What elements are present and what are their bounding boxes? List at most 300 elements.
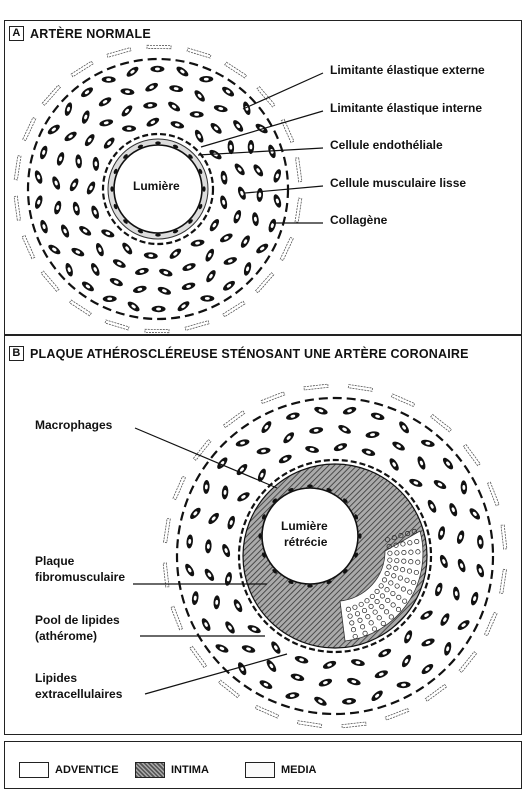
panel-b-title: PLAQUE ATHÉROSCLÉREUSE STÉNOSANT UNE ARTÈRE CORONAIRE bbox=[30, 346, 469, 361]
smooth-muscle-cell bbox=[305, 445, 320, 454]
smooth-muscle-cell bbox=[246, 623, 261, 634]
smooth-muscle-cell bbox=[181, 281, 196, 291]
smooth-muscle-cell bbox=[265, 658, 278, 673]
legend-swatch-adventice bbox=[19, 762, 49, 778]
smooth-muscle-cell bbox=[260, 420, 274, 435]
smooth-muscle-cell bbox=[233, 162, 247, 177]
smooth-muscle-cell bbox=[468, 507, 482, 522]
smooth-muscle-cell bbox=[125, 65, 140, 79]
collagen-fiber bbox=[23, 118, 36, 141]
smooth-muscle-cell bbox=[213, 104, 228, 113]
smooth-muscle-cell-nucleus bbox=[156, 308, 161, 311]
endothelial-cell bbox=[307, 484, 313, 487]
collagen-fiber bbox=[431, 414, 452, 431]
smooth-muscle-cell bbox=[193, 89, 207, 104]
collagen-fiber bbox=[219, 680, 240, 697]
collagen-fiber bbox=[69, 300, 91, 316]
collagen-fiber bbox=[173, 476, 186, 499]
collagen-fiber-fiber bbox=[256, 273, 274, 293]
smooth-muscle-cell bbox=[361, 447, 376, 457]
smooth-muscle-cell bbox=[242, 261, 252, 276]
smooth-muscle-cell bbox=[126, 300, 141, 314]
smooth-muscle-cell bbox=[309, 426, 324, 434]
narrowed-lumen-label-2: rétrécie bbox=[284, 535, 328, 549]
leader-line bbox=[135, 428, 277, 488]
smooth-muscle-cell bbox=[365, 431, 380, 439]
smooth-muscle-cell bbox=[102, 136, 116, 151]
label-lipid-pool-1: Pool de lipides bbox=[35, 613, 120, 627]
label-endothelial-cell: Cellule endothéliale bbox=[330, 138, 443, 152]
legend-swatch-media bbox=[245, 762, 275, 778]
smooth-muscle-cell bbox=[437, 526, 446, 541]
collagen-fiber bbox=[171, 606, 183, 630]
smooth-muscle-cell bbox=[208, 218, 221, 233]
collagen-fiber bbox=[487, 482, 499, 506]
label-external-elastic: Limitante élastique externe bbox=[330, 63, 485, 77]
collagen-fiber-fiber bbox=[185, 321, 209, 331]
smooth-muscle-cell bbox=[204, 247, 216, 262]
smooth-muscle-cell bbox=[221, 485, 229, 500]
collagen-fiber-fiber bbox=[255, 706, 278, 719]
collagen-fiber bbox=[190, 646, 207, 667]
legend-swatch-intima bbox=[135, 762, 165, 778]
label-collagen: Collagène bbox=[330, 213, 388, 227]
smooth-muscle-cell bbox=[426, 499, 438, 514]
collagen-fiber bbox=[500, 569, 507, 593]
smooth-muscle-cell bbox=[219, 195, 229, 210]
smooth-muscle-cell bbox=[150, 66, 164, 72]
label-macrophages: Macrophages bbox=[35, 418, 113, 432]
smooth-muscle-cell bbox=[188, 506, 202, 521]
smooth-muscle-cell bbox=[122, 125, 136, 132]
smooth-muscle-cell bbox=[236, 661, 248, 676]
smooth-muscle-cell bbox=[374, 669, 389, 680]
smooth-muscle-cell bbox=[370, 689, 385, 703]
smooth-muscle-cell bbox=[333, 442, 348, 453]
smooth-muscle-cell bbox=[420, 438, 435, 448]
collagen-fiber bbox=[295, 158, 301, 182]
smooth-muscle-cell bbox=[285, 691, 300, 699]
collagen-fiber-fiber bbox=[342, 722, 366, 728]
collagen-fiber-fiber bbox=[257, 87, 275, 107]
smooth-muscle-cell bbox=[112, 258, 127, 270]
smooth-muscle-cell bbox=[236, 490, 251, 503]
smooth-muscle-cell bbox=[227, 140, 235, 154]
collagen-fiber-fiber bbox=[485, 612, 498, 635]
collagen-fiber bbox=[187, 48, 211, 58]
smooth-muscle-cell bbox=[120, 241, 134, 256]
collagen-fiber bbox=[342, 722, 366, 728]
smooth-muscle-cell bbox=[419, 609, 434, 622]
collagen-fiber bbox=[297, 721, 321, 728]
collagen-fiber-fiber bbox=[219, 680, 240, 697]
smooth-muscle-cell bbox=[90, 205, 101, 220]
plaque-artery-diagram bbox=[5, 336, 523, 736]
collagen-fiber-fiber bbox=[23, 118, 36, 141]
smooth-muscle-cell bbox=[214, 642, 229, 654]
legend bbox=[4, 741, 522, 789]
smooth-muscle-cell bbox=[99, 118, 114, 127]
smooth-muscle-cell bbox=[190, 239, 205, 248]
smooth-muscle-cell bbox=[391, 440, 406, 453]
label-extracellular-lipids-1: Lipides bbox=[35, 671, 78, 685]
leader-line bbox=[198, 148, 323, 155]
smooth-muscle-cell bbox=[256, 188, 263, 202]
smooth-muscle-cell bbox=[39, 145, 49, 160]
smooth-muscle-cell bbox=[143, 102, 158, 110]
collagen-fiber-fiber bbox=[487, 482, 499, 506]
panel-normal-artery bbox=[4, 20, 522, 335]
smooth-muscle-cell bbox=[235, 438, 250, 448]
endothelial-cell bbox=[307, 584, 313, 587]
smooth-muscle-cell bbox=[109, 276, 124, 288]
smooth-muscle-cell bbox=[83, 133, 96, 148]
smooth-muscle-cell bbox=[408, 477, 423, 488]
smooth-muscle-cell bbox=[313, 405, 328, 416]
smooth-muscle-cell bbox=[434, 582, 444, 597]
smooth-muscle-cell bbox=[432, 478, 447, 491]
smooth-muscle-cell bbox=[252, 163, 265, 178]
collagen-fiber-fiber bbox=[22, 235, 35, 258]
endothelial-cell bbox=[110, 186, 113, 192]
smooth-muscle-cell bbox=[170, 120, 185, 130]
collagen-fiber bbox=[280, 237, 293, 260]
smooth-muscle-cell bbox=[456, 618, 471, 632]
smooth-muscle-cell bbox=[167, 100, 182, 113]
collagen-fiber bbox=[147, 45, 171, 48]
collagen-fiber-fiber bbox=[105, 320, 129, 330]
collagen-fiber bbox=[385, 708, 409, 720]
smooth-muscle-cell bbox=[55, 151, 65, 166]
smooth-muscle-cell bbox=[476, 535, 484, 550]
collagen-fiber-fiber bbox=[41, 271, 59, 291]
legend-label-adventice: ADVENTICE bbox=[55, 764, 119, 776]
smooth-muscle-cell bbox=[346, 677, 361, 687]
smooth-muscle-cell bbox=[322, 659, 337, 670]
collagen-fiber bbox=[14, 196, 20, 220]
smooth-muscle-cell bbox=[456, 530, 466, 545]
smooth-muscle-cell bbox=[176, 299, 191, 313]
smooth-muscle-cell bbox=[85, 180, 97, 195]
smooth-muscle-cell bbox=[100, 228, 115, 239]
collagen-fiber-fiber bbox=[304, 384, 328, 390]
collagen-fiber-fiber bbox=[164, 518, 171, 542]
smooth-muscle-cell bbox=[282, 430, 296, 445]
smooth-muscle-cell bbox=[460, 480, 467, 494]
smooth-muscle-cell bbox=[278, 453, 293, 465]
collagen-fiber bbox=[107, 48, 131, 58]
smooth-muscle-cell bbox=[370, 411, 385, 421]
collagen-fiber bbox=[256, 273, 274, 293]
smooth-muscle-cell bbox=[190, 111, 204, 118]
smooth-muscle-cell bbox=[200, 295, 214, 302]
collagen-fiber bbox=[223, 411, 244, 428]
smooth-muscle-cell bbox=[33, 194, 44, 209]
collagen-fiber bbox=[42, 85, 60, 105]
smooth-muscle-cell bbox=[94, 242, 105, 257]
smooth-muscle-cell bbox=[168, 247, 183, 261]
legend-label-media: MEDIA bbox=[281, 764, 317, 776]
smooth-muscle-cell bbox=[213, 595, 220, 609]
smooth-muscle-cell bbox=[219, 232, 234, 244]
smooth-muscle-cell bbox=[80, 109, 91, 124]
smooth-muscle-cell bbox=[63, 130, 78, 143]
legend-adventice bbox=[19, 762, 119, 778]
collagen-fiber-fiber bbox=[425, 684, 446, 701]
collagen-fiber-fiber bbox=[385, 708, 409, 720]
smooth-muscle-cell bbox=[452, 586, 460, 601]
collagen-fiber bbox=[22, 235, 35, 258]
smooth-muscle-cell bbox=[158, 267, 173, 278]
legend-label-intima: INTIMA bbox=[171, 764, 209, 776]
smooth-muscle-cell bbox=[231, 118, 245, 133]
smooth-muscle-cell bbox=[120, 88, 135, 96]
label-smooth-muscle-cell: Cellule musculaire lisse bbox=[330, 176, 467, 190]
smooth-muscle-cell bbox=[397, 420, 411, 435]
smooth-muscle-cell bbox=[68, 177, 80, 192]
smooth-muscle-cell bbox=[439, 612, 452, 627]
collagen-fiber bbox=[145, 329, 169, 332]
smooth-muscle-cell bbox=[396, 681, 410, 688]
collagen-fiber-fiber bbox=[223, 301, 245, 317]
smooth-muscle-cell bbox=[448, 502, 459, 517]
collagen-fiber-fiber bbox=[42, 85, 60, 105]
collagen-fiber bbox=[185, 321, 209, 331]
smooth-muscle-cell bbox=[255, 242, 270, 255]
smooth-muscle-cell bbox=[75, 154, 83, 169]
smooth-muscle-cell bbox=[313, 695, 328, 708]
smooth-muscle-cell bbox=[223, 256, 238, 267]
smooth-muscle-cell bbox=[144, 252, 159, 260]
smooth-muscle-cell bbox=[269, 640, 282, 655]
legend-media bbox=[245, 762, 316, 778]
label-internal-elastic: Limitante élastique interne bbox=[330, 101, 483, 115]
smooth-muscle-cell bbox=[256, 447, 271, 456]
legend-intima bbox=[135, 762, 209, 778]
collagen-fiber-fiber bbox=[173, 476, 186, 499]
collagen-fiber-fiber bbox=[431, 414, 452, 431]
collagen-fiber-fiber bbox=[501, 525, 507, 549]
narrowed-lumen-label-1: Lumière bbox=[281, 519, 328, 533]
collagen-fiber bbox=[193, 440, 210, 461]
smooth-muscle-cell bbox=[175, 65, 190, 79]
smooth-muscle-cell bbox=[103, 296, 117, 303]
endothelial-cell bbox=[258, 533, 261, 539]
smooth-muscle-cell bbox=[220, 170, 229, 185]
collagen-fiber bbox=[255, 706, 278, 719]
smooth-muscle-cell bbox=[209, 121, 224, 135]
smooth-muscle-cell bbox=[193, 128, 205, 143]
smooth-muscle-cell bbox=[97, 95, 112, 108]
smooth-muscle-cell bbox=[144, 81, 159, 93]
collagen-fiber bbox=[164, 518, 171, 542]
smooth-muscle-cell bbox=[200, 617, 212, 632]
smooth-muscle-cell bbox=[92, 157, 99, 171]
smooth-muscle-cell bbox=[47, 243, 62, 256]
collagen-fiber-fiber bbox=[261, 392, 285, 404]
smooth-muscle-cell bbox=[72, 201, 81, 216]
smooth-muscle-cell bbox=[402, 629, 413, 644]
collagen-fiber bbox=[295, 198, 302, 222]
collagen-fiber-fiber bbox=[223, 411, 244, 428]
smooth-muscle-cell bbox=[186, 534, 194, 549]
collagen-fiber-fiber bbox=[459, 652, 476, 673]
collagen-fiber-fiber bbox=[187, 48, 211, 58]
smooth-muscle-cell bbox=[39, 219, 49, 234]
collagen-fiber bbox=[225, 62, 247, 78]
collagen-fiber-fiber bbox=[71, 61, 93, 77]
smooth-muscle-cell bbox=[221, 85, 236, 98]
panel-atherosclerotic-plaque bbox=[4, 335, 522, 735]
collagen-fiber bbox=[223, 301, 245, 317]
collagen-fiber bbox=[14, 156, 21, 180]
smooth-muscle-cell bbox=[120, 104, 134, 119]
smooth-muscle-cell bbox=[272, 193, 283, 208]
collagen-fiber bbox=[485, 612, 498, 635]
smooth-muscle-cell bbox=[203, 480, 210, 494]
smooth-muscle-cell bbox=[294, 655, 309, 665]
smooth-muscle-cell bbox=[420, 662, 435, 676]
collagen-fiber-fiber bbox=[500, 569, 507, 593]
smooth-muscle-cell bbox=[285, 411, 300, 421]
collagen-fiber-fiber bbox=[391, 394, 414, 407]
smooth-muscle-cell bbox=[241, 644, 256, 654]
smooth-muscle-cell bbox=[152, 306, 166, 312]
smooth-muscle-cell bbox=[80, 280, 95, 293]
smooth-muscle-cell bbox=[134, 267, 149, 277]
smooth-muscle-cell bbox=[443, 641, 453, 656]
smooth-muscle-cell bbox=[157, 285, 172, 296]
smooth-muscle-cell bbox=[46, 123, 61, 136]
collagen-fiber bbox=[261, 392, 285, 404]
leader-line bbox=[245, 186, 323, 193]
smooth-muscle-cell-nucleus bbox=[155, 68, 160, 71]
smooth-muscle-cell bbox=[204, 269, 217, 284]
smooth-muscle-cell bbox=[33, 169, 44, 184]
smooth-muscle-cell bbox=[226, 515, 236, 530]
smooth-muscle-cell bbox=[441, 456, 455, 471]
smooth-muscle-cell bbox=[102, 76, 116, 83]
smooth-muscle-cell bbox=[258, 679, 273, 691]
smooth-muscle-cell bbox=[337, 423, 352, 435]
smooth-muscle-cell bbox=[456, 558, 467, 573]
collagen-fiber-fiber bbox=[69, 300, 91, 316]
smooth-muscle-cell bbox=[318, 677, 333, 688]
smooth-muscle-cell bbox=[79, 86, 94, 99]
smooth-muscle-cell bbox=[470, 591, 480, 606]
leader-line bbox=[243, 73, 323, 109]
smooth-muscle-cell bbox=[199, 76, 213, 83]
smooth-muscle-cell bbox=[342, 405, 357, 416]
endothelial-cell bbox=[155, 233, 161, 236]
smooth-muscle-cell bbox=[400, 653, 413, 668]
collagen-fiber bbox=[348, 385, 372, 392]
smooth-muscle-cell bbox=[145, 116, 160, 128]
smooth-muscle-cell bbox=[207, 511, 221, 526]
collagen-fiber bbox=[391, 394, 414, 407]
lumen-label: Lumière bbox=[133, 179, 180, 193]
collagen-fiber-fiber bbox=[14, 196, 20, 220]
collagen-fiber bbox=[459, 652, 476, 673]
smooth-muscle-cell bbox=[223, 620, 236, 635]
panel-a-letter: A bbox=[9, 26, 24, 41]
smooth-muscle-cell bbox=[191, 591, 199, 606]
smooth-muscle-cell bbox=[51, 175, 62, 190]
endothelial-cell bbox=[358, 533, 361, 539]
smooth-muscle-cell bbox=[290, 672, 305, 682]
panel-b-letter: B bbox=[9, 346, 24, 361]
collagen-fiber-fiber bbox=[295, 158, 301, 182]
smooth-muscle-cell bbox=[53, 200, 63, 215]
smooth-muscle-cell bbox=[221, 543, 232, 558]
smooth-muscle-cell bbox=[388, 457, 401, 472]
smooth-muscle-cell bbox=[232, 209, 243, 224]
collagen-fiber-fiber bbox=[348, 385, 372, 392]
smooth-muscle-cell bbox=[267, 218, 277, 233]
smooth-muscle-cell bbox=[183, 562, 196, 577]
smooth-muscle-cell bbox=[350, 658, 365, 667]
smooth-muscle-cell bbox=[377, 647, 392, 659]
smooth-muscle-cell bbox=[205, 539, 212, 553]
collagen-fiber bbox=[425, 684, 446, 701]
smooth-muscle-cell bbox=[239, 234, 252, 249]
collagen-fiber-fiber bbox=[193, 440, 210, 461]
smooth-muscle-cell bbox=[438, 554, 449, 569]
label-extracellular-lipids-2: extracellulaires bbox=[35, 687, 123, 701]
collagen-fiber bbox=[304, 384, 328, 390]
smooth-muscle-cell bbox=[59, 223, 71, 238]
collagen-fiber bbox=[41, 271, 59, 291]
collagen-fiber-fiber bbox=[463, 444, 480, 465]
smooth-muscle-cell bbox=[272, 168, 283, 183]
collagen-fiber bbox=[257, 87, 275, 107]
smooth-muscle-cell bbox=[89, 262, 101, 277]
endothelial-cell bbox=[155, 141, 161, 144]
collagen-fiber-fiber bbox=[225, 62, 247, 78]
smooth-muscle-cell bbox=[232, 598, 244, 613]
collagen-fiber-fiber bbox=[14, 156, 21, 180]
collagen-fiber-fiber bbox=[190, 646, 207, 667]
collagen-fiber-fiber bbox=[145, 329, 169, 332]
collagen-fiber-fiber bbox=[297, 721, 321, 728]
collagen-fiber-fiber bbox=[147, 45, 171, 48]
smooth-muscle-cell bbox=[221, 279, 236, 292]
collagen-fiber bbox=[463, 444, 480, 465]
label-plaque-1: Plaque bbox=[35, 554, 75, 568]
collagen-fiber bbox=[71, 61, 93, 77]
endothelial-cell bbox=[202, 186, 205, 192]
smooth-muscle-cell bbox=[416, 455, 427, 470]
collagen-fiber bbox=[501, 525, 507, 549]
panel-a-title: ARTÈRE NORMALE bbox=[30, 26, 151, 41]
collagen-fiber-fiber bbox=[295, 198, 302, 222]
smooth-muscle-cell bbox=[251, 212, 259, 227]
collagen-fiber-fiber bbox=[107, 48, 131, 58]
collagen-fiber-fiber bbox=[171, 606, 183, 630]
smooth-muscle-cell bbox=[64, 262, 74, 277]
smooth-muscle-cell bbox=[342, 697, 357, 705]
smooth-muscle-cell bbox=[420, 637, 435, 648]
smooth-muscle-cell bbox=[181, 261, 196, 272]
smooth-muscle-cell bbox=[70, 246, 85, 258]
collagen-fiber-fiber bbox=[280, 237, 293, 260]
label-plaque-2: fibromusculaire bbox=[35, 570, 126, 584]
smooth-muscle-cell bbox=[78, 224, 93, 237]
label-lipid-pool-2: (athérome) bbox=[35, 629, 98, 643]
smooth-muscle-cell bbox=[475, 563, 486, 578]
smooth-muscle-cell bbox=[63, 102, 73, 117]
collagen-fiber bbox=[105, 320, 129, 330]
